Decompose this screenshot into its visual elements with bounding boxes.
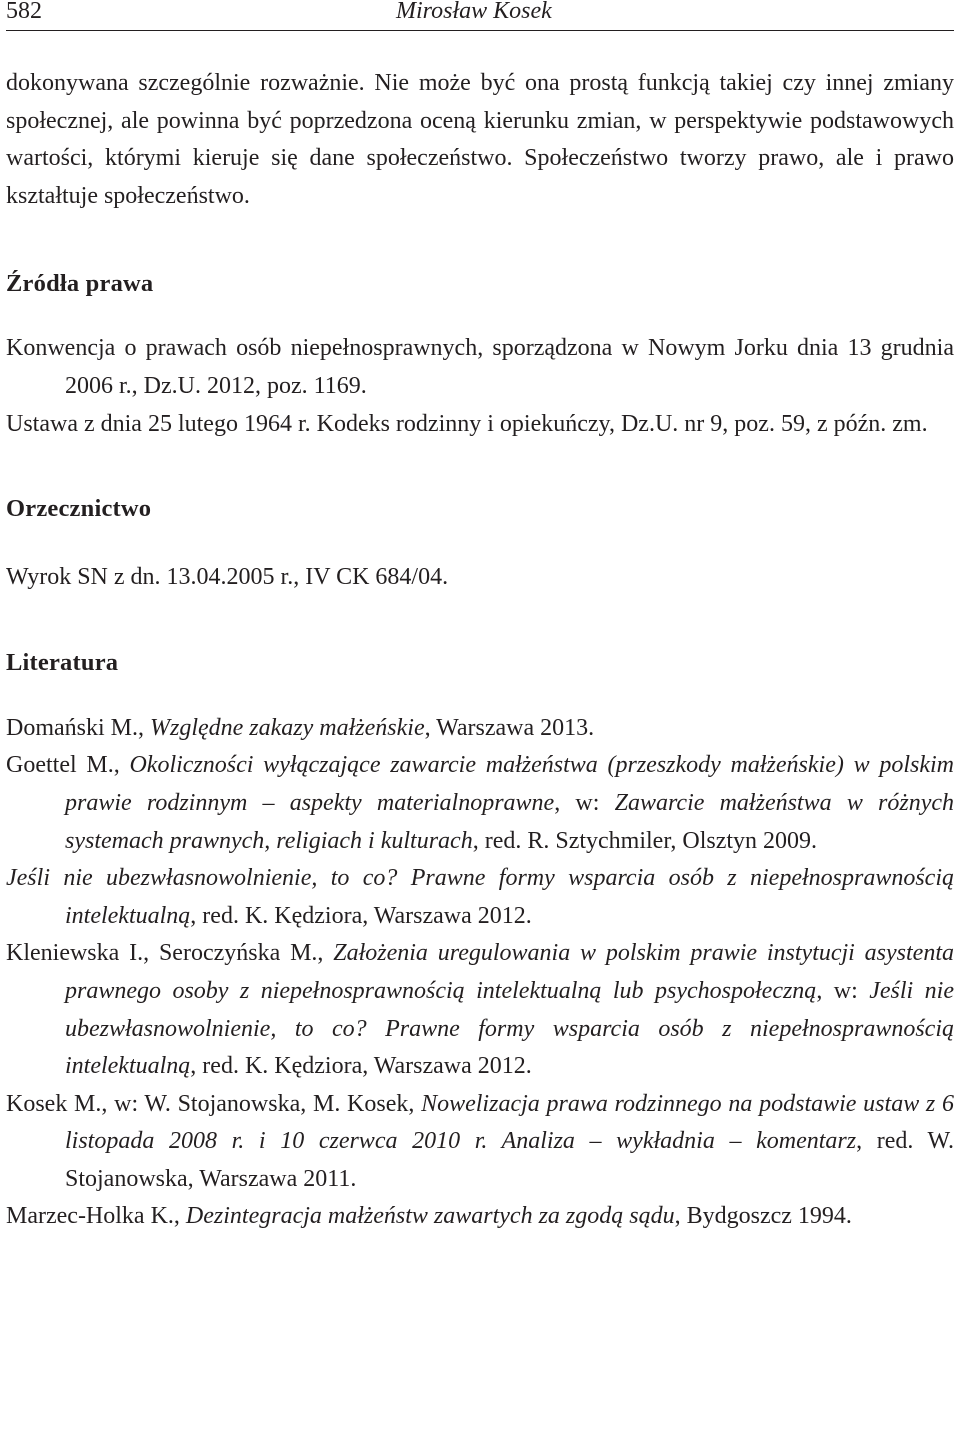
entry-collection-title: Jeśli nie ubezwłasnowolnienie, to co? Prawne formy wsparcia osób z niepełnosprawnością intelektualną	[65, 977, 954, 1080]
entry-title: Względne zakazy małżeńskie	[150, 714, 425, 741]
bibliography-entry	[6, 1198, 954, 1236]
sources-list	[6, 330, 954, 443]
entry-author: Kosek M., w: W. Stojanowska, M. Kosek,	[6, 1090, 422, 1117]
caselaw-entry: Wyrok SN z dn. 13.04.2005 r., IV CK 684/04.	[6, 564, 449, 591]
entry-connector: , w:	[554, 789, 615, 816]
entry-author: Domański M.,	[6, 714, 150, 741]
entry-author: Kleniewska I., Seroczyńska M.,	[6, 940, 334, 967]
entry-publication: , red. W. Stojanowska, Warszawa 2011.	[65, 1128, 954, 1192]
entry-author: Goettel M.,	[6, 752, 130, 779]
source-entry: Konwencja o prawach osób niepełnosprawnych, sporządzona w Nowym Jorku dnia 13 grudnia 2006 r., Dz.U. 2012, poz. 1169.	[6, 335, 954, 399]
entry-title: Okoliczności wyłączające zawarcie małżeństwa (przeszkody małżeńskie) w polskim prawie rodzinnym – aspekty materialnoprawne	[65, 752, 954, 816]
entry-author: Marzec-Holka K.,	[6, 1203, 186, 1230]
entry-title: Założenia uregulowania w polskim prawie instytucji asystenta prawnego osoby z niepełnosprawnością intelektualną lub psychospołeczną	[65, 940, 954, 1004]
running-header	[6, 0, 954, 31]
entry-title: Dezintegracja małżeństw zawartych za zgodą sądu	[185, 1203, 675, 1230]
bibliography-entry	[6, 935, 954, 1085]
entry-publication: , Warszawa 2013.	[424, 714, 595, 741]
caselaw-list	[6, 559, 954, 597]
literature-list	[6, 710, 954, 1236]
section-heading-literature: Literatura	[6, 648, 119, 676]
entry-publication: , Bydgoszcz 1994.	[674, 1203, 852, 1230]
entry-publication: , red. K. Kędziora, Warszawa 2012.	[190, 1053, 532, 1080]
page-number: 582	[6, 0, 42, 24]
entry-title: Nowelizacja prawa rodzinnego na podstawie ustaw z 6 listopada 2008 r. i 10 czerwca 2010 r. Analiza – wykładnia – komentarz	[65, 1090, 954, 1155]
entry-connector: , w:	[816, 977, 870, 1004]
bibliography-entry	[6, 747, 954, 860]
entry-publication: , red. K. Kędziora, Warszawa 2012.	[190, 902, 532, 929]
entry-title: Jeśli nie ubezwłasnowolnienie, to co? Prawne formy wsparcia osób z niepełnosprawnością intelektualną	[6, 865, 954, 929]
body-paragraph	[6, 65, 954, 215]
book-page	[6, 0, 954, 1236]
source-entry: Ustawa z dnia 25 lutego 1964 r. Kodeks rodzinny i opiekuńczy, Dz.U. nr 9, poz. 59, z późn. zm.	[6, 410, 928, 437]
entry-publication: , red. R. Sztychmiler, Olsztyn 2009.	[472, 827, 818, 854]
bibliography-entry	[6, 710, 954, 748]
bibliography-entry	[6, 1086, 954, 1199]
section-heading-caselaw: Orzecznictwo	[6, 495, 152, 523]
running-header-author: Mirosław Kosek	[396, 0, 552, 24]
entry-collection-title: Zawarcie małżeństwa w różnych systemach prawnych, religiach i kulturach	[65, 789, 955, 854]
bibliography-entry	[6, 860, 954, 935]
section-heading-sources: Źródła prawa	[6, 270, 154, 298]
body-paragraph-text: dokonywana szczególnie rozważnie. Nie może być ona prostą funkcją takiej czy innej zmiany społecznej, ale powinna być poprzedzona oceną kierunku zmian, w perspektywie podstawowych wartości, którymi kieruje się dane społeczeństwo. Społeczeństwo tworzy prawo, ale i prawo kształtuje społeczeństwo.	[6, 70, 954, 209]
